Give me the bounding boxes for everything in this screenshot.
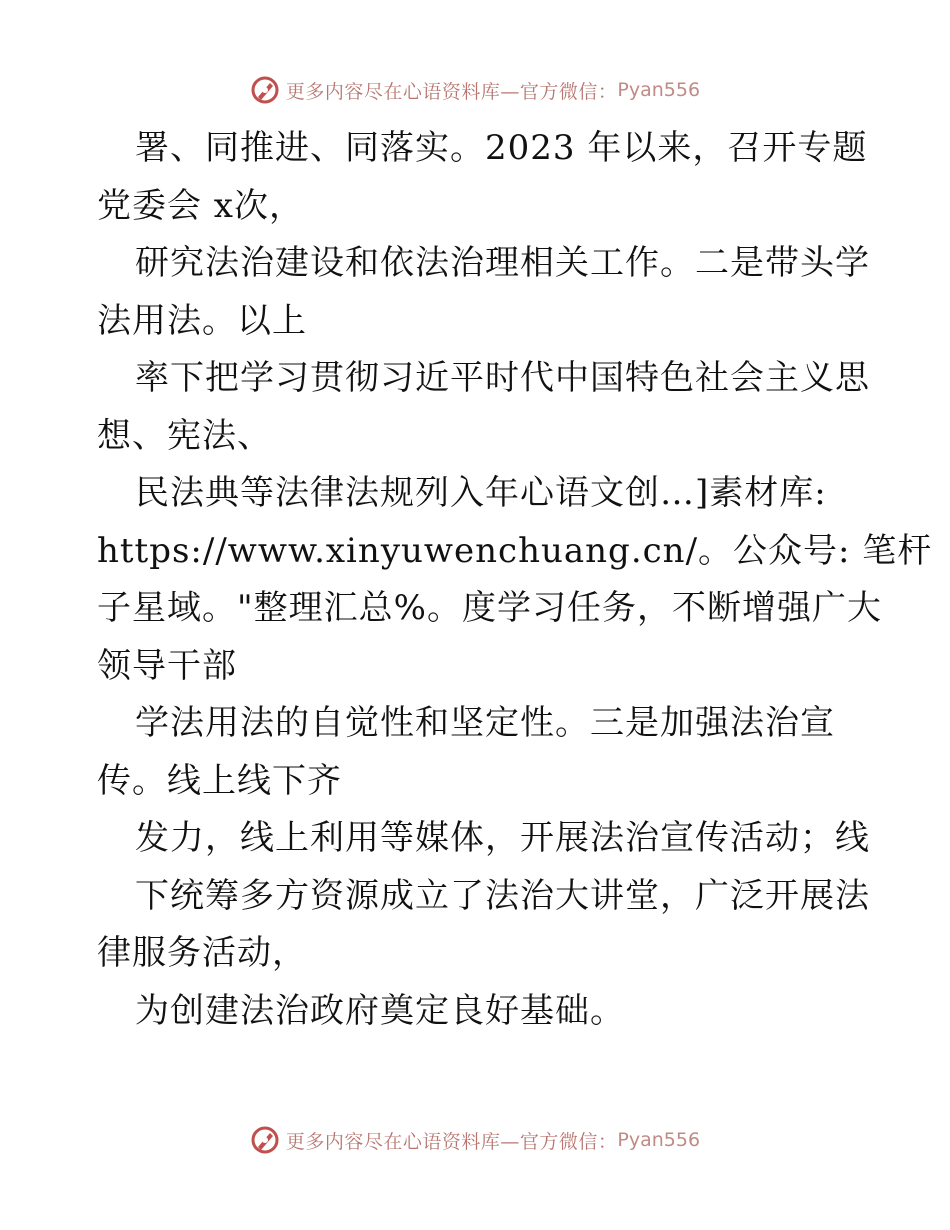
text-line: 署、同推进、同落实。2023 年以来，召开专题 [135, 128, 868, 168]
text-line: 学法用法的自觉性和坚定性。三是加强法治宣 [135, 703, 835, 743]
header-banner [0, 70, 950, 110]
text-line: 发力，线上利用等媒体，开展法治宣传活动；线 [135, 818, 870, 858]
header-wechat-id: Pyan556 [617, 79, 701, 101]
text-line: 民法典等法律法规列入年心语文创…]素材库: [135, 473, 827, 513]
text-line: 律服务活动， [97, 933, 307, 973]
text-line: 法用法。以上 [97, 300, 307, 341]
text-line: 党委会 x次， [97, 185, 304, 226]
document-body [97, 120, 933, 1040]
text-line: 率下把学习贯彻习近平时代中国特色社会主义思 [135, 358, 870, 398]
text-line-url: https://www.xinyuwenchuang.cn/。公众号: 笔杆 [97, 530, 933, 571]
text-line: 领导干部 [97, 645, 237, 686]
pen-circle-logo-icon [250, 75, 280, 105]
text-line: 研究法治建设和依法治理相关工作。二是带头学 [135, 243, 870, 283]
text-line: 下统筹多方资源成立了法治大讲堂，广泛开展法 [135, 875, 870, 916]
header-banner-text: 更多内容尽在心语资料库—官方微信： [285, 80, 618, 103]
text-line: 子星域。"整理汇总%。度学习任务，不断增强广大 [97, 588, 882, 628]
footer-banner [0, 1120, 950, 1160]
text-line: 为创建法治政府奠定良好基础。 [135, 990, 625, 1031]
text-line: 传。线上线下齐 [97, 760, 342, 801]
text-line: 想、宪法、 [97, 415, 272, 456]
footer-banner-text: 更多内容尽在心语资料库—官方微信： [285, 1130, 618, 1153]
footer-wechat-id: Pyan556 [617, 1129, 701, 1151]
pen-circle-logo-icon [250, 1125, 280, 1155]
